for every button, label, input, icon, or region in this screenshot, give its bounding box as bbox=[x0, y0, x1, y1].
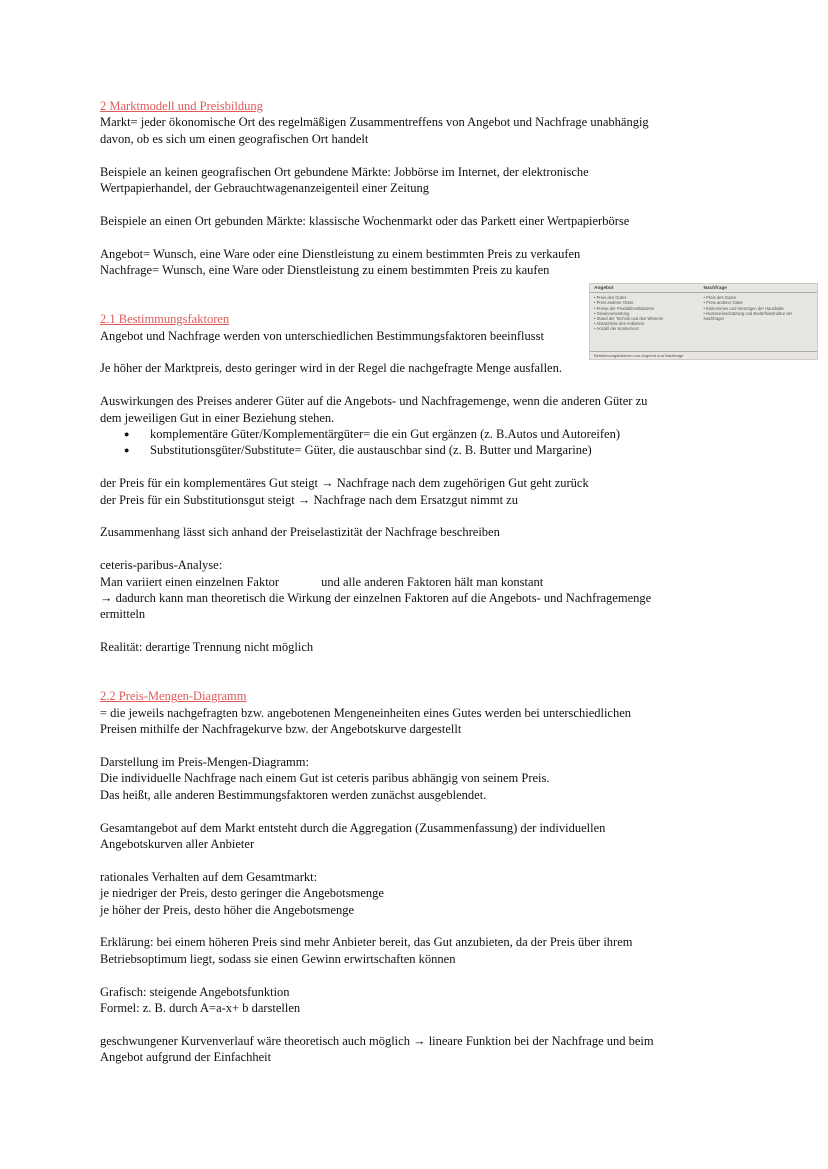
table-cell: • Einkommen und Vermögen der Haushalte bbox=[704, 306, 814, 311]
bestimmungsfaktoren-table-image bbox=[589, 283, 818, 360]
list-item: ● komplementäre Güter/Komplementärgüter= die ein Gut ergänzen (z. B.Autos und Autoreifen) bbox=[100, 426, 740, 442]
paragraph-text: Grafisch: steigende Angebotsfunktion bbox=[100, 984, 290, 999]
paragraph-text: Nachfrage= Wunsch, eine Ware oder Dienstleistung zu einem bestimmten Preis zu kaufen bbox=[100, 263, 550, 278]
section-heading-bestimmungsfaktoren: 2.1 Bestimmungsfaktoren bbox=[100, 312, 230, 327]
table-cell: • Absatzziele des Anbieters bbox=[594, 321, 704, 326]
paragraph-text: dem jeweiligen Gut in einer Beziehung stehen. bbox=[100, 410, 335, 425]
paragraph-text: Angebotskurven aller Anbieter bbox=[100, 837, 255, 852]
paragraph-text: davon, ob es sich um einen geografischen Ort handelt bbox=[100, 131, 369, 146]
paragraph-text: Angebot und Nachfrage werden von unterschiedlichen Bestimmungsfaktoren beeinflusst bbox=[100, 328, 544, 343]
text-fragment: und alle anderen Faktoren hält man konstant bbox=[321, 574, 544, 589]
paragraph-text: je niedriger der Preis, desto geringer die Angebotsmenge bbox=[100, 886, 384, 901]
paragraph-text: Darstellung im Preis-Mengen-Diagramm: bbox=[100, 755, 309, 770]
paragraph-text: Angebot aufgrund der Einfachheit bbox=[100, 1050, 272, 1065]
table-cell: • Preis des Gutes bbox=[704, 295, 814, 300]
paragraph-text: Das heißt, alle anderen Bestimmungsfaktoren werden zunächst ausgeblendet. bbox=[100, 787, 487, 802]
paragraph-text bbox=[100, 574, 740, 590]
list-item: ● Substitutionsgüter/Substitute= Güter, die austauschbar sind (z. B. Butter und Margarine) bbox=[100, 442, 740, 458]
table-cell: • Preis anderer Güter bbox=[704, 300, 814, 305]
paragraph-text: rationales Verhalten auf dem Gesamtmarkt: bbox=[100, 869, 318, 884]
section-heading-marktmodell: 2 Marktmodell und Preisbildung bbox=[100, 99, 263, 113]
paragraph-text: = die jeweils nachgefragten bzw. angebotenen Mengeneinheiten eines Gutes werden bei unterschiedlichen bbox=[100, 705, 632, 720]
paragraph-text: ermitteln bbox=[100, 607, 146, 622]
paragraph-text: → dadurch kann man theoretisch die Wirkung der einzelnen Faktoren auf die Angebots- und Nachfragemenge bbox=[100, 591, 652, 606]
table-column bbox=[594, 295, 704, 331]
paragraph-text: Preisen mithilfe der Nachfragekurve bzw. der Angebotskurve dargestellt bbox=[100, 722, 462, 737]
paragraph-text: der Preis für ein komplementäres Gut steigt → Nachfrage nach dem zugehörigen Gut geht zurück bbox=[100, 476, 589, 491]
paragraph-text: Formel: z. B. durch A=a-x+ b darstellen bbox=[100, 1001, 301, 1016]
table-cell: • Anzahl der Konkurrenz bbox=[594, 326, 704, 331]
paragraph-text: Erklärung: bei einem höheren Preis sind mehr Anbieter bereit, das Gut anzubieten, da der Preis über ihrem bbox=[100, 935, 633, 950]
section-heading-preis-mengen-diagramm: 2.2 Preis-Mengen-Diagramm bbox=[100, 689, 247, 704]
bullet-list bbox=[100, 426, 740, 459]
table-cell: • Gewinnerwartung bbox=[594, 311, 704, 316]
paragraph-text: Angebot= Wunsch, eine Ware oder eine Dienstleistung zu einem bestimmten Preis zu verkaufen bbox=[100, 246, 581, 261]
paragraph-text: Die individuelle Nachfrage nach einem Gut ist ceteris paribus abhängig von seinem Preis. bbox=[100, 771, 550, 786]
paragraph-text: Beispiele an keinen geografischen Ort gebundene Märkte: Jobbörse im Internet, der elektronische bbox=[100, 164, 589, 179]
paragraph-text: Realität: derartige Trennung nicht möglich bbox=[100, 640, 314, 655]
paragraph-text: Auswirkungen des Preises anderer Güter auf die Angebots- und Nachfragemenge, wenn die anderen Güter zu bbox=[100, 394, 648, 409]
paragraph-text: Je höher der Marktpreis, desto geringer wird in der Regel die nachgefragte Menge ausfallen. bbox=[100, 361, 562, 376]
table-column-header: Angebot bbox=[594, 286, 614, 291]
paragraph-text: der Preis für ein Substitutionsgut steigt → Nachfrage nach dem Ersatzgut nimmt zu bbox=[100, 492, 518, 507]
table-cell: • Stand der Technik und des Wissens bbox=[594, 316, 704, 321]
document-page bbox=[100, 98, 740, 1066]
text-fragment: Man variiert einen einzelnen Faktor bbox=[100, 574, 280, 589]
paragraph-text: Beispiele an einen Ort gebunden Märkte: klassische Wochenmarkt oder das Parkett einer Wertpapierbörse bbox=[100, 213, 630, 228]
paragraph-text: Markt= jeder ökonomische Ort des regelmäßigen Zusammentreffens von Angebot und Nachfrage unabhängig bbox=[100, 115, 649, 130]
table-cell: • Preis des Gutes bbox=[594, 295, 704, 300]
table-cell: • Nutzeneinschätzung und Bedürfnisstruktur der Nachfrager bbox=[704, 311, 814, 321]
table-cell: • Preise der Produktionsfaktoren bbox=[594, 306, 704, 311]
paragraph-text: ceteris-paribus-Analyse: bbox=[100, 558, 223, 573]
paragraph-text: Betriebsoptimum liegt, sodass sie einen Gewinn erwirtschaften können bbox=[100, 951, 456, 966]
paragraph-text: geschwungener Kurvenverlauf wäre theoretisch auch möglich → lineare Funktion bei der Nachfrage und beim bbox=[100, 1033, 654, 1048]
table-column bbox=[704, 295, 814, 331]
paragraph-text: Zusammenhang lässt sich anhand der Preiselastizität der Nachfrage beschreiben bbox=[100, 525, 500, 540]
paragraph-text: je höher der Preis, desto höher die Angebotsmenge bbox=[100, 902, 355, 917]
table-caption: Bestimmungsfaktoren von Angebot und Nachfrage bbox=[590, 351, 817, 359]
table-cell: • Preis anderer Güter bbox=[594, 300, 704, 305]
paragraph-text: Wertpapierhandel, der Gebrauchtwagenanzeigenteil einer Zeitung bbox=[100, 181, 430, 196]
table-column-header: Nachfrage bbox=[703, 286, 727, 291]
paragraph-text: Gesamtangebot auf dem Markt entsteht durch die Aggregation (Zusammenfassung) der individuellen bbox=[100, 820, 606, 835]
